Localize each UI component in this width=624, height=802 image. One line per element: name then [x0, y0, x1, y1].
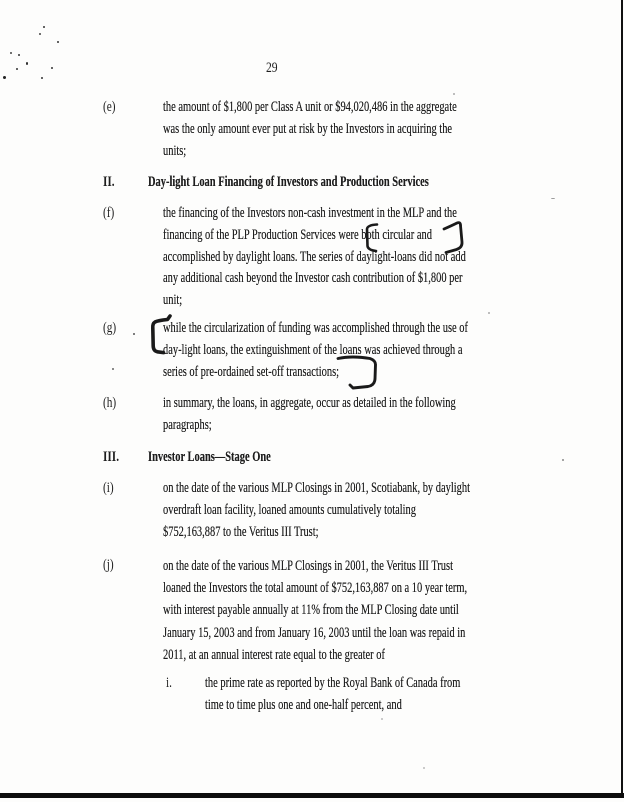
text-line: while the circularization of funding was accomplished through the use of [163, 320, 468, 336]
text-line: overdraft loan facility, loaned amounts cumulatively totaling [163, 501, 417, 518]
text-line: the prime rate as reported by the Royal Bank of Canada from [205, 675, 461, 691]
scan-speck [26, 62, 28, 65]
paragraph-label: (e) [103, 99, 116, 115]
text-line: 2011, at an annual interest rate equal to the greater of [163, 646, 385, 663]
paragraph-text [148, 172, 429, 194]
paragraph-label: (j) [103, 557, 114, 573]
paragraph-text [163, 478, 470, 543]
paragraph-text [205, 673, 460, 717]
scan-speck [57, 41, 59, 43]
scan-speck [39, 33, 41, 35]
text-line: in summary, the loans, in aggregate, occur as detailed in the following [163, 395, 456, 411]
scan-edge-bottom [0, 793, 624, 798]
text-line: was the only amount ever put at risk by the Investors in acquiring the [163, 120, 453, 137]
scan-speck [453, 93, 455, 95]
scan-speck [3, 76, 6, 79]
text-line: day-light loans, the extinguishment of the loans was achieved through a [163, 341, 463, 358]
text-line: on the date of the various MLP Closings in 2001, the Veritus III Trust [163, 558, 453, 574]
scan-speck [488, 312, 490, 314]
paragraph-label: III. [103, 449, 120, 465]
text-line: with interest payable annually at 11% from the MLP Closing date until [163, 602, 459, 619]
text-line: units; [163, 142, 187, 159]
paragraph-label: (i) [103, 480, 114, 496]
paragraph-label: (f) [103, 205, 115, 221]
scan-speck [551, 198, 555, 199]
text-line: Day-light Loan Financing of Investors and Production Services [148, 174, 429, 190]
text-line: any additional cash beyond the Investor cash contribution of $1,800 per [163, 270, 463, 287]
paragraph-label: i. [166, 675, 172, 691]
scan-speck [112, 368, 114, 370]
scan-speck [16, 68, 18, 70]
scan-speck [51, 67, 53, 69]
text-line: series of pre-ordained set-off transactions; [163, 363, 340, 380]
scan-speck [43, 26, 45, 28]
text-line: financing of the PLP Production Services were both circular and [163, 226, 432, 243]
scan-speck [41, 77, 43, 79]
paragraph-text [163, 393, 456, 437]
text-line: unit; [163, 292, 183, 309]
scan-speck [18, 54, 20, 56]
paragraph-text [163, 203, 466, 312]
scan-speck [133, 333, 135, 335]
text-line: on the date of the various MLP Closings in 2001, Scotiabank, by daylight [163, 480, 470, 496]
paragraph-text [148, 447, 271, 469]
text-line: January 15, 2003 and from January 16, 2003 until the loan was repaid in [163, 624, 466, 641]
text-line: time to time plus one and one-half percent, and [205, 696, 402, 713]
text-line: Investor Loans—Stage One [148, 449, 271, 465]
text-line: the amount of $1,800 per Class A unit or $94,020,486 in the aggregate [163, 99, 457, 115]
paragraph-text [163, 318, 468, 383]
text-line: $752,163,887 to the Veritus III Trust; [163, 523, 319, 540]
text-line: accomplished by daylight loans. The series of daylight-loans did not add [163, 248, 466, 265]
text-line: the financing of the Investors non-cash investment in the MLP and the [163, 205, 457, 221]
scan-speck [381, 718, 383, 720]
scan-speck [423, 767, 425, 769]
paragraph-text [163, 555, 467, 666]
paragraph-label: II. [103, 174, 115, 190]
page-number: 29 [266, 60, 278, 76]
scan-speck [10, 52, 12, 54]
text-line: loaned the Investors the total amount of $752,163,887 on a 10 year term, [163, 580, 468, 597]
paragraph-text [163, 97, 457, 162]
scan-speck [562, 459, 564, 461]
text-line: paragraphs; [163, 416, 212, 433]
paragraph-label: (h) [103, 395, 117, 411]
paragraph-label: (g) [103, 320, 117, 336]
scan-edge-right [621, 0, 623, 797]
